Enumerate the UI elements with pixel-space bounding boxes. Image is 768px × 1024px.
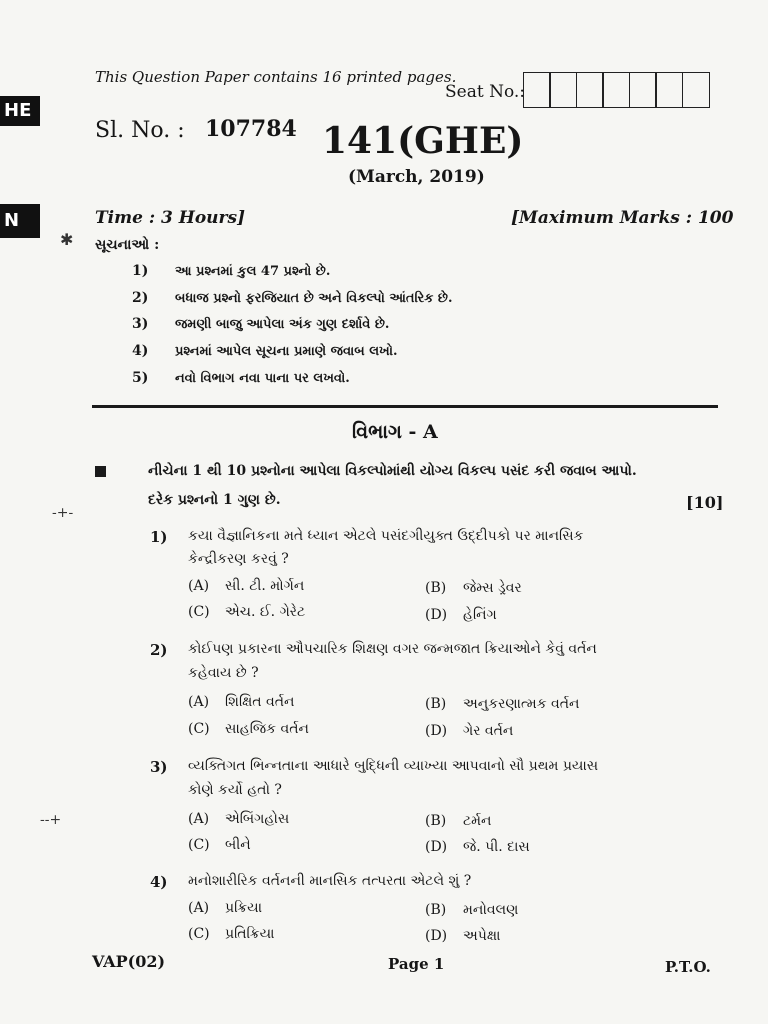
instruction-text: પ્રશ્નમાં આપેલ સૂચના પ્રમાણે જવાબ લખો. (175, 344, 398, 359)
option-label: (D) (425, 839, 448, 855)
option-label: (B) (425, 902, 447, 918)
option-label: (D) (425, 607, 448, 623)
please-turn-over: P.T.O. (665, 958, 711, 976)
serial-label: Sl. No. : (95, 118, 185, 143)
seat-number-label: Seat No.: (445, 82, 526, 102)
option-text: ટર્મન (463, 813, 492, 829)
margin-mark-icon: --+ (40, 812, 62, 828)
question-number: 2) (150, 641, 168, 659)
star-icon: ✱ (60, 230, 74, 249)
side-tab-upper: HE (0, 96, 40, 126)
option-text: મનોવલણ (463, 902, 519, 918)
option-text: શિક્ષિત વર્તન (225, 694, 295, 710)
section-title: વિભાગ - A (352, 421, 438, 443)
option-label: (B) (425, 696, 447, 712)
option-text: જે. પી. દાસ (463, 839, 530, 855)
seat-digit-box (629, 72, 657, 108)
option-text: ગેર વર્તન (463, 723, 514, 739)
maximum-marks: [Maximum Marks : 100 (511, 208, 734, 228)
question-number: 4) (150, 873, 168, 891)
option-label: (D) (425, 723, 448, 739)
seat-digit-box (602, 72, 630, 108)
option-text: એબિંગહોસ (225, 811, 290, 827)
question-number: 3) (150, 758, 168, 776)
seat-digit-box (549, 72, 577, 108)
option-text: સી. ટી. મોર્ગન (225, 578, 305, 594)
instruction-text: આ પ્રશ્નમાં કુલ 47 પ્રશ્નો છે. (175, 264, 331, 279)
question-text-continued: કેન્દ્રીકરણ કરવું ? (188, 551, 289, 567)
section-direction-marks-note: દરેક પ્રશ્નનો 1 ગુણ છે. (148, 492, 281, 508)
option-label: (C) (188, 926, 210, 942)
question-number: 1) (150, 528, 168, 546)
question-text: કયા વૈજ્ઞાનિકના મતે ધ્યાન એટલે પસંદગીયુક્ત ઉદ્દીપકો પર માનસિક (188, 528, 584, 544)
option-label: (A) (188, 694, 210, 710)
option-label: (A) (188, 811, 210, 827)
page-number: Page 1 (388, 955, 445, 973)
seat-digit-box (655, 72, 683, 108)
instruction-number: 5) (132, 370, 149, 386)
question-text: મનોશારીરિક વર્તનની માનસિક તત્પરતા એટલે શું ? (188, 873, 472, 889)
option-label: (B) (425, 580, 447, 596)
exam-duration: Time : 3 Hours] (95, 208, 246, 228)
side-tab-lower: N (0, 204, 40, 238)
option-text: પ્રતિક્રિયા (225, 926, 275, 942)
instructions-heading: સૂચનાઓ : (95, 237, 160, 253)
seat-digit-box (576, 72, 604, 108)
option-text: જેમ્સ ડ્રેવર (463, 580, 522, 596)
option-label: (D) (425, 928, 448, 944)
option-text: એચ. ઈ. ગેરેટ (225, 604, 306, 620)
question-text: વ્યક્તિગત ભિન્નતાના આધારે બુદ્ધિની વ્યાખ્યા આપવાનો સૌ પ્રથમ પ્રયાસ (188, 758, 599, 774)
option-label: (A) (188, 900, 210, 916)
option-label: (C) (188, 837, 210, 853)
question-text-continued: કોણે કર્યો હતો ? (188, 782, 282, 798)
seat-number-boxes (524, 72, 710, 108)
seat-digit-box (523, 72, 551, 108)
option-text: અપેક્ષા (463, 928, 501, 944)
option-label: (C) (188, 721, 210, 737)
instruction-text: જમણી બાજુ આપેલા અંક ગુણ દર્શાવે છે. (175, 317, 390, 332)
section-divider (92, 405, 718, 408)
option-text: અનુકરણાત્મક વર્તન (463, 696, 580, 712)
option-text: બીને (225, 837, 251, 853)
instruction-text: બધાજ પ્રશ્નો ફરજિયાત છે અને વિકલ્પો આંતરિક છે. (175, 291, 453, 306)
serial-number: 107784 (205, 116, 297, 142)
margin-mark-icon: -+- (52, 505, 74, 521)
instruction-number: 3) (132, 316, 149, 332)
option-text: સાહજિક વર્તન (225, 721, 309, 737)
option-label: (A) (188, 578, 210, 594)
section-marks: [10] (686, 493, 724, 512)
section-direction: નીચેના 1 થી 10 પ્રશ્નોના આપેલા વિકલ્પોમાંથી યોગ્ય વિકલ્પ પસંદ કરી જવાબ આપો. (148, 463, 637, 479)
option-text: પ્રક્રિયા (225, 900, 263, 916)
option-label: (C) (188, 604, 210, 620)
paper-code: 141(GHE) (322, 120, 524, 162)
question-text: કોઈપણ પ્રકારના ઔપચારિક શિક્ષણ વગર જન્મજાત ક્રિયાઓને કેવું વર્તન (188, 641, 597, 657)
footer-code: VAP(02) (92, 952, 166, 971)
instruction-text: નવો વિભાગ નવા પાના પર લખવો. (175, 371, 350, 386)
option-label: (B) (425, 813, 447, 829)
square-bullet-icon (95, 466, 106, 477)
instruction-number: 1) (132, 263, 149, 279)
pages-note: This Question Paper contains 16 printed pages. (95, 68, 457, 86)
option-text: હેનિંગ (463, 607, 497, 623)
instruction-number: 2) (132, 290, 149, 306)
exam-session: (March, 2019) (348, 167, 485, 187)
seat-digit-box (682, 72, 710, 108)
instruction-number: 4) (132, 343, 149, 359)
question-text-continued: કહેવાય છે ? (188, 665, 259, 681)
